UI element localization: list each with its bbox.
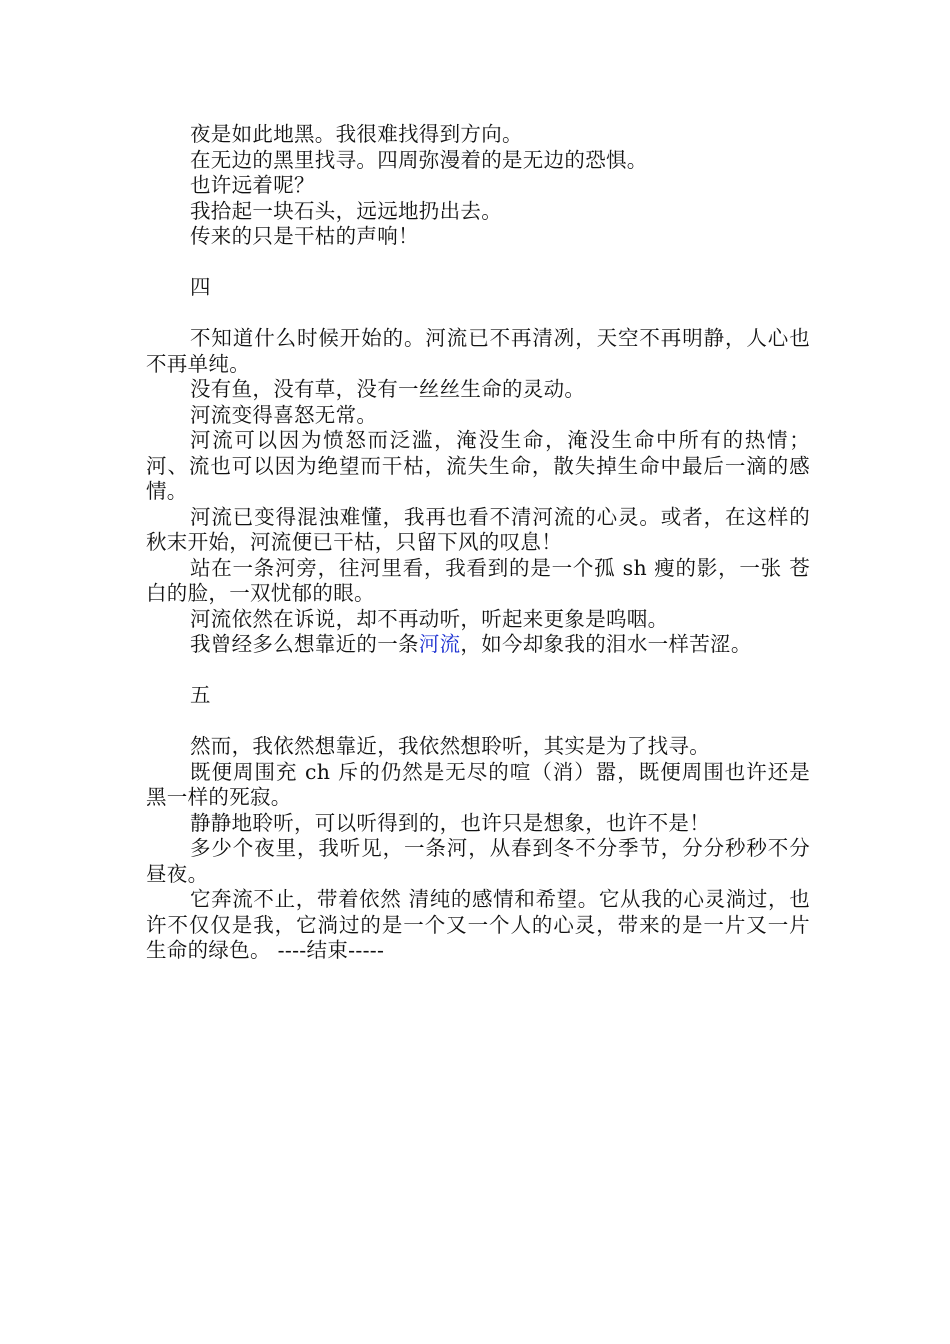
paragraph: 不知道什么时候开始的。河流已不再清冽，天空不再明静，人心也不再单纯。: [146, 326, 810, 376]
paragraph: 也许远着呢？: [190, 173, 315, 197]
river-link[interactable]: 河流: [418, 632, 461, 656]
section-heading-5: 五: [190, 683, 211, 707]
paragraph: 既便周围充 ch 斥的仍然是无尽的喧（消）嚣，既便周围也许还是黑一样的死寂。: [146, 759, 810, 809]
paragraph: 河流变得喜怒无常。: [190, 402, 378, 427]
paragraph: 河流依然在诉说，却不再动听，听起来更象是呜咽。: [190, 606, 669, 631]
paragraph: 夜是如此地黑。我很难找得到方向。: [190, 122, 523, 146]
text-before-link: 我曾经多么想靠近的一条: [190, 632, 419, 656]
paragraph: 静静地聆听，可以听得到的，也许只是想象，也许不是！: [190, 810, 710, 835]
paragraph: 传来的只是干枯的声响！: [190, 224, 419, 248]
blank-line: [146, 709, 810, 735]
blank-line: [146, 250, 810, 276]
paragraph: 我拾起一块石头，远远地扔出去。: [190, 198, 502, 223]
paragraph-with-link: [146, 632, 810, 658]
text-after-link: ，如今却象我的泪水一样苦涩。: [460, 632, 752, 656]
blank-line: [146, 658, 810, 684]
paragraph: 没有鱼，没有草，没有一丝丝生命的灵动。: [190, 377, 586, 401]
document-page: [146, 122, 810, 964]
paragraph: 它奔流不止，带着依然 清纯的感情和希望。它从我的心灵淌过，也许不仅仅是我，它淌过的是一个又一个人的心灵，带来的是一片又一片生命的绿色。 ----结束-----: [146, 887, 810, 962]
section-heading-4: 四: [190, 275, 211, 299]
paragraph: 站在一条河旁，往河里看，我看到的是一个孤 sh 瘦的影，一张 苍白的脸，一双忧郁的眼。: [146, 555, 810, 605]
paragraph: 在无边的黑里找寻。四周弥漫着的是无边的恐惧。: [190, 147, 648, 172]
paragraph: 河流可以因为愤怒而泛滥，淹没生命，淹没生命中所有的热情；河、流也可以因为绝望而干枯，流失生命，散失掉生命中最后一滴的感情。: [146, 428, 810, 503]
paragraph: 河流已变得混浊难懂，我再也看不清河流的心灵。或者，在这样的秋末开始，河流便已干枯，只留下风的叹息！: [146, 504, 810, 554]
paragraph: 然而，我依然想靠近，我依然想聆听，其实是为了找寻。: [190, 734, 710, 758]
paragraph: 多少个夜里，我听见，一条河，从春到冬不分季节，分分秒秒不分昼夜。: [146, 836, 810, 886]
blank-line: [146, 301, 810, 327]
